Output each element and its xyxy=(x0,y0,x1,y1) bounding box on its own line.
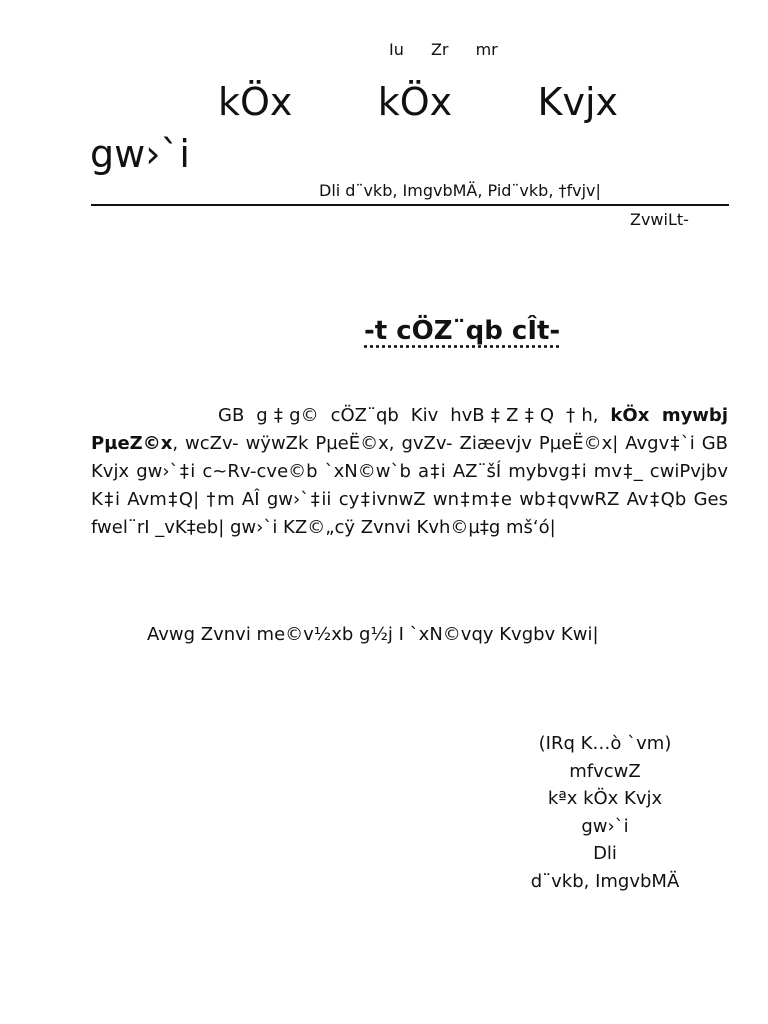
signature-line-2: mfvcwZ xyxy=(569,760,641,782)
invite-line: Avwg Zvnvi me©v½xb g½j I `xN©vqy Kvgbv Kwi| xyxy=(147,624,599,645)
signature-line-5: Dli xyxy=(593,843,617,864)
signature-block xyxy=(500,730,710,892)
body-text-rest: , wcZv- wÿwZk PµeË©x, gvZv- Ziæevjv PµeË©x| Avgv‡`i GB Kvjx gw›`‡i c~Rv-cve©b `xN©w`b a‡i AZ¨šÍ mybvg‡i mv‡_ cwiPvjbv K‡i Avm‡Q| †m AÎ gw›`‡ii cy‡ivnwZ wn‡m‡e wb‡qvwRZ Av‡Qb Ges fwel¨rI _vK‡eb| gw›`i KZ©„cÿ Zvnvi Kvh©µ‡g mš‘ó| xyxy=(91,433,728,538)
heading-words xyxy=(218,80,618,124)
signature-line-6: d¨vkb, ImgvbMÄ xyxy=(530,870,680,892)
heading-word-2: kÖx xyxy=(377,80,453,124)
heading-word-1: kÖx xyxy=(218,80,293,124)
notice-title: -t cÖZ¨qb cÎt- xyxy=(364,316,561,346)
signature-line-4: gw›`i xyxy=(581,815,629,837)
body-paragraph xyxy=(91,402,728,542)
top-line: Iu Zr mr xyxy=(389,40,498,59)
signature-line-1: (IRq K…ò `vm) xyxy=(538,733,672,754)
header-divider xyxy=(91,204,729,206)
signature-line-3: kªx kÖx Kvjx xyxy=(547,788,663,809)
heading-word-3: Kvjx xyxy=(537,80,618,124)
body-bold-name: kÖx mywbj PµeZ©x xyxy=(91,405,728,454)
date-label: ZvwiLt- xyxy=(630,210,689,229)
body-text-start: GB g‡g© cÖZ¨qb Kiv hvB‡Z‡Q †h, xyxy=(218,405,611,426)
heading-last-word: gw›`i xyxy=(90,132,190,176)
address-line: Dli d¨vkb, ImgvbMÄ, Pid¨vkb, †fvjv| xyxy=(319,181,601,200)
